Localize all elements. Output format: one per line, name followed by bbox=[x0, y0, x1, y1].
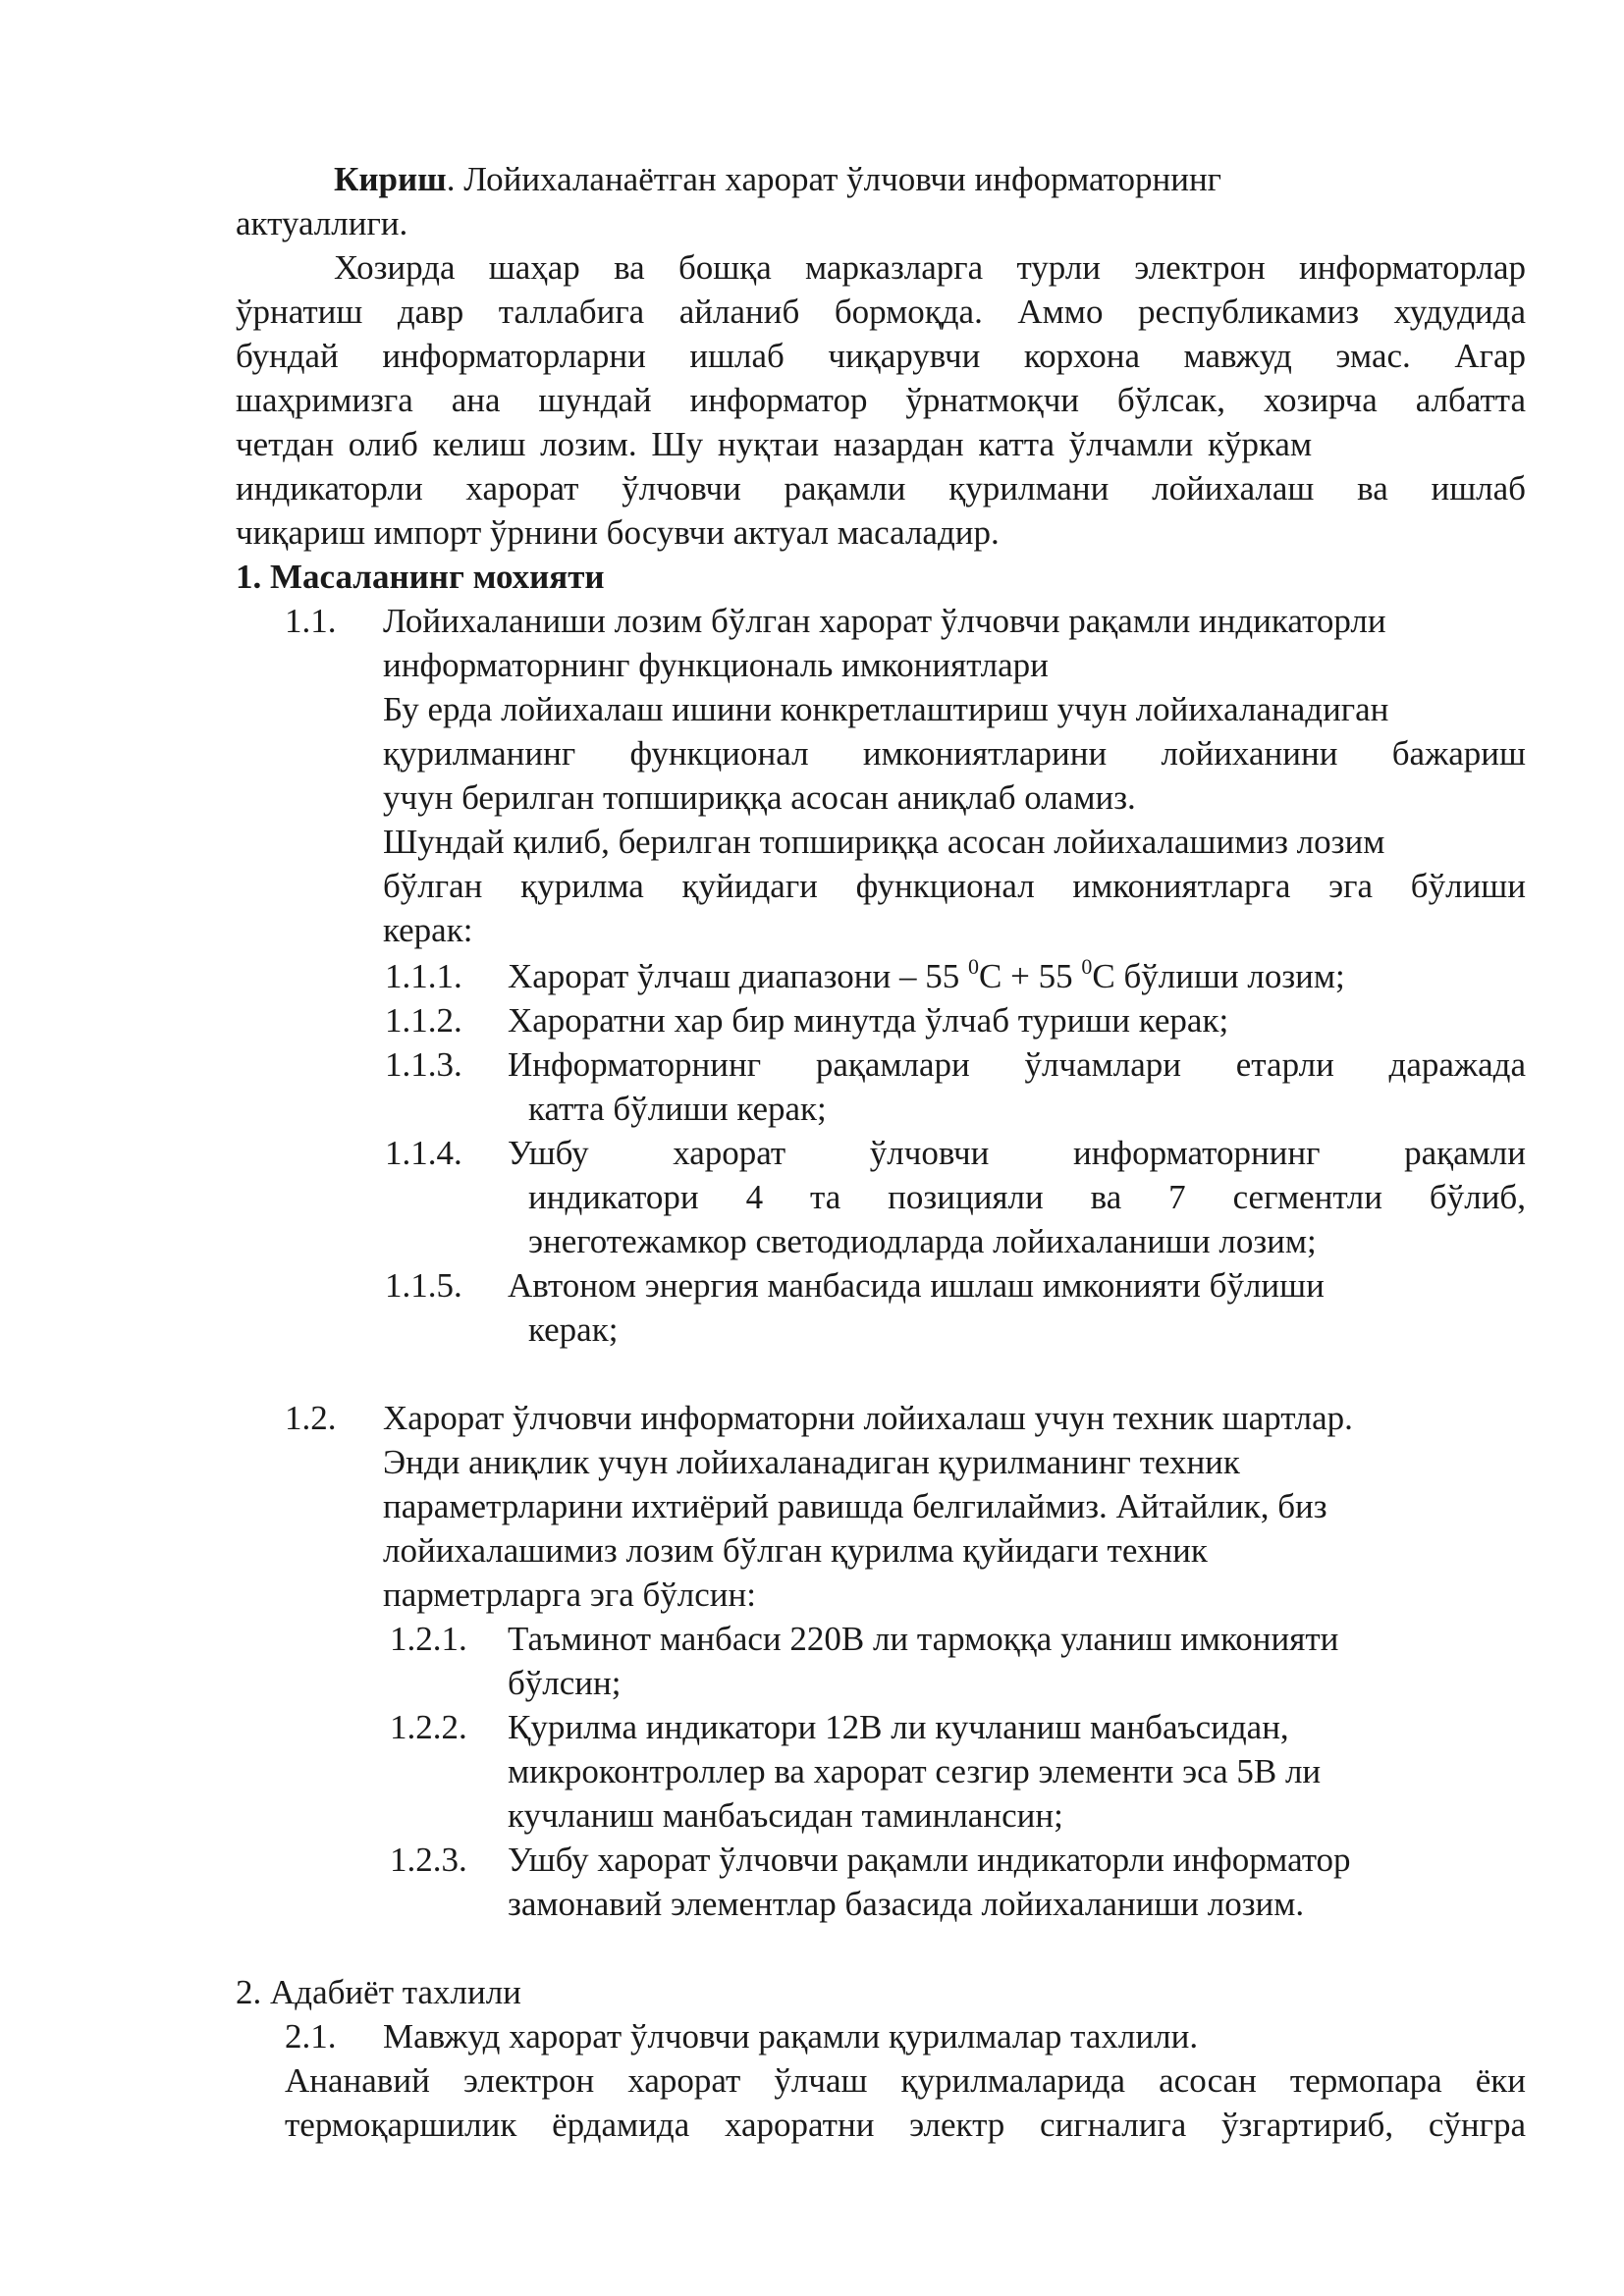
item-text: керак; bbox=[528, 1310, 619, 1349]
s11-p2-line: бўлган қурилма қуйидаги функционал имкониятларга эга бўлиши bbox=[383, 867, 1526, 905]
intro-line: индикаторли харорат ўлчовчи рақамли қурилмани лойихалаш ва ишлаб bbox=[236, 469, 1526, 507]
intro-line: бундай информаторларни ишлаб чиқарувчи корхона мавжуд эмас. Агар bbox=[236, 337, 1526, 375]
s21-title: Мавжуд харорат ўлчовчи рақамли қурилмалар тахлили. bbox=[383, 2017, 1199, 2056]
item-text: Ушбу харорат ўлчовчи информаторнинг рақамли bbox=[508, 1134, 1526, 1172]
s11-p2-line: керак: bbox=[383, 911, 473, 949]
item-number: 1.2.1. bbox=[390, 1620, 467, 1658]
item-number: 1.2.2. bbox=[390, 1708, 467, 1746]
s12-line: парметрларга эга бўлсин: bbox=[383, 1575, 756, 1614]
intro-line: Хозирда шаҳар ва бошқа марказларга турли электрон информаторлар bbox=[334, 248, 1526, 287]
section-number: 1.2. bbox=[285, 1399, 337, 1437]
s11-p1-line: қурилманинг функционал имкониятларини лойиханини бажариш bbox=[383, 734, 1526, 773]
item-number: 1.1.5. bbox=[385, 1266, 462, 1305]
section1-heading: 1. Масаланинг мохияти bbox=[236, 558, 605, 596]
s11-title-line: информаторнинг функциональ имкониятлари bbox=[383, 646, 1049, 684]
intro-line: ўрнатиш давр таллабига айланиб бормоқда. Аммо республикамиз худудида bbox=[236, 293, 1526, 331]
item-number: 1.1.1. bbox=[385, 957, 462, 995]
section-number: 2.1. bbox=[285, 2017, 337, 2056]
item-number: 1.1.2. bbox=[385, 1001, 462, 1040]
item-text: Автоном энергия манбасида ишлаш имконияти бўлиши bbox=[508, 1266, 1325, 1305]
intro-title: Кириш. Лойихаланаётган харорат ўлчовчи информаторнинг bbox=[334, 160, 1222, 198]
item-number: 1.2.3. bbox=[390, 1841, 467, 1879]
item-text: Харорат ўлчаш диапазони – 55 $^0$С + 55 $^0$С бўлиши лозим; bbox=[508, 954, 1345, 995]
section-number: 1.1. bbox=[285, 602, 337, 640]
item-text: бўлсин; bbox=[508, 1664, 622, 1702]
item-number: 1.1.3. bbox=[385, 1045, 462, 1084]
intro-title-cont: актуаллиги. bbox=[236, 204, 408, 242]
item-text: Қурилма индикатори 12В ли кучланиш манбаъсидан, bbox=[508, 1708, 1289, 1746]
s12-line: Харорат ўлчовчи информаторни лойихалаш учун техник шартлар. bbox=[383, 1399, 1353, 1437]
item-text: микроконтроллер ва харорат сезгир элементи эса 5В ли bbox=[508, 1752, 1322, 1790]
item-text: индикатори 4 та позицияли ва 7 сегментли бўлиб, bbox=[528, 1178, 1526, 1216]
intro-line: чиқариш импорт ўрнини босувчи актуал масаладир. bbox=[236, 513, 1000, 552]
s11-title-line: Лойихаланиши лозим бўлган харорат ўлчовчи рақамли индикаторли bbox=[383, 602, 1386, 640]
s12-line: Энди аниқлик учун лойихаланадиган қурилманинг техник bbox=[383, 1443, 1240, 1481]
item-text: катта бўлиши керак; bbox=[528, 1090, 827, 1128]
s12-line: лойихалашимиз лозим бўлган қурилма қуйидаги техник bbox=[383, 1531, 1208, 1570]
s2-para-line: термоқаршилик ёрдамида хароратни электр сигналига ўзгартириб, сўнгра bbox=[285, 2106, 1526, 2144]
intro-line: четдан олиб келиш лозим. Шу нуқтаи назардан катта ўлчамли кўркам bbox=[236, 425, 1313, 463]
item-text: замонавий элементлар базасида лойихаланиши лозим. bbox=[508, 1885, 1305, 1923]
section2-heading: 2. Адабиёт тахлили bbox=[236, 1973, 521, 2011]
s12-line: параметрларини ихтиёрий равишда белгилаймиз. Айтайлик, биз bbox=[383, 1487, 1327, 1525]
intro-line: шаҳримизга ана шундай информатор ўрнатмоқчи бўлсак, хозирча албатта bbox=[236, 381, 1526, 419]
s11-p1-line: Бу ерда лойихалаш ишини конкретлаштириш учун лойихаланадиган bbox=[383, 690, 1389, 728]
item-number: 1.1.4. bbox=[385, 1134, 462, 1172]
item-text: Ушбу харорат ўлчовчи рақамли индикаторли информатор bbox=[508, 1841, 1351, 1879]
s11-p2-line: Шундай қилиб, берилган топшириққа асосан лойихалашимиз лозим bbox=[383, 823, 1385, 861]
s11-p1-line: учун берилган топшириққа асосан аниқлаб оламиз. bbox=[383, 778, 1136, 817]
s2-para-line: Ананавий электрон харорат ўлчаш қурилмаларида асосан термопара ёки bbox=[285, 2061, 1526, 2100]
item-text: энеготежамкор светодиодларда лойихаланиши лозим; bbox=[528, 1222, 1317, 1260]
item-text: Хароратни хар бир минутда ўлчаб туриши керак; bbox=[508, 1001, 1229, 1040]
item-text: Информаторнинг рақамлари ўлчамлари етарли даражада bbox=[508, 1045, 1526, 1084]
item-text: Таъминот манбаси 220В ли тармоққа уланиш имконияти bbox=[508, 1620, 1339, 1658]
item-text: кучланиш манбаъсидан таминлансин; bbox=[508, 1796, 1063, 1835]
